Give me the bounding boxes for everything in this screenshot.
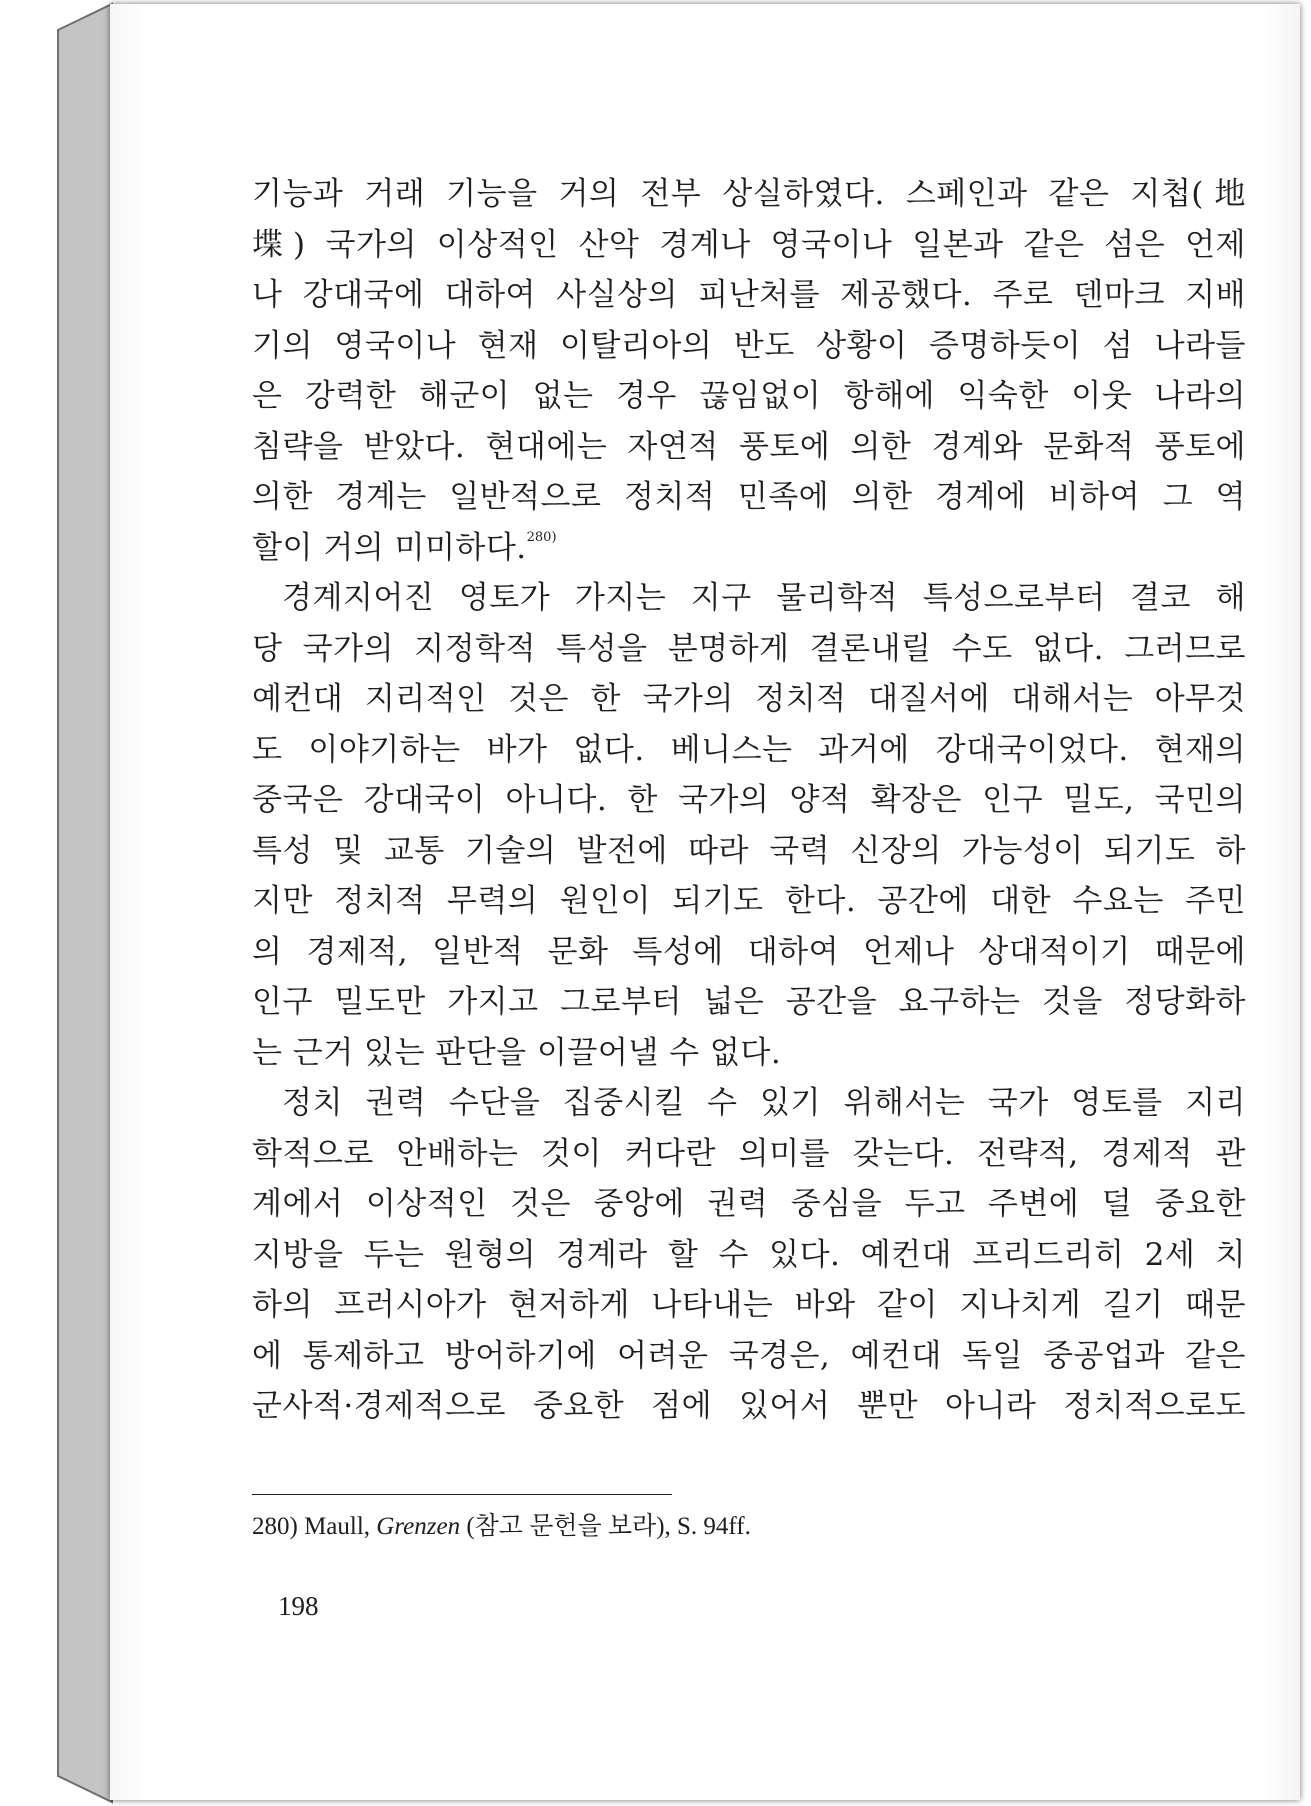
footnote	[252, 1506, 1152, 1542]
text-line: 의 경제적, 일반적 문화 특성에 대하여 언제나 상대적이기 때문에	[252, 933, 1246, 970]
text-line: 의한 경계는 일반적으로 정치적 민족에 의한 경계에 비하여 그 역	[252, 479, 1246, 515]
book-page	[110, 4, 1300, 1800]
text-line: 중국은 강대국이 아니다. 한 국가의 양적 확장은 인구 밀도, 국민의	[252, 782, 1246, 818]
text-line: 기능과 거래 기능을 거의 전부 상실하였다. 스페인과 같은 지첩(地	[252, 176, 1246, 212]
body-text	[252, 169, 1246, 1432]
text-line: 인구 밀도만 가지고 그로부터 넓은 공간을 요구하는 것을 정당화하	[252, 984, 1246, 1020]
text-line: 정치 권력 수단을 집중시킬 수 있기 위해서는 국가 영토를 지리	[282, 1085, 1246, 1121]
text-line: 에 통제하고 방어하기에 어려운 국경은, 예컨대 독일 중공업과 같은	[252, 1337, 1246, 1374]
text-line: 堞) 국가의 이상적인 산악 경계나 영국이나 일본과 같은 섬은 언제	[252, 226, 1246, 263]
text-line: 은 강력한 해군이 없는 경우 끊임없이 항해에 익숙한 이웃 나라의	[252, 378, 1246, 414]
text-line: 당 국가의 지정학적 특성을 분명하게 결론내릴 수도 없다. 그러므로	[252, 630, 1246, 667]
text-line: 침략을 받았다. 현대에는 자연적 풍토에 의한 경계와 문화적 풍토에	[252, 428, 1246, 465]
page-number: 198	[278, 1591, 319, 1621]
text-line-content: 할이 거의 미미하다.	[252, 529, 527, 566]
text-line: 지만 정치적 무력의 원인이 되기도 한다. 공간에 대한 수요는 주민	[252, 883, 1246, 919]
text-line: 지방을 두는 원형의 경계라 할 수 있다. 예컨대 프리드리히 2세 치	[252, 1236, 1246, 1273]
footnote-divider	[252, 1494, 672, 1495]
text-line: 학적으로 안배하는 것이 커다란 의미를 갖는다. 전략적, 경제적 관	[252, 1135, 1246, 1172]
footnote-number: 280)	[252, 1513, 298, 1540]
text-line: 경계지어진 영토가 가지는 지구 물리학적 특성으로부터 결코 해	[282, 580, 1246, 616]
text-line: 나 강대국에 대하여 사실상의 피난처를 제공했다. 주로 덴마크 지배	[252, 277, 1246, 313]
footnote-title: Grenzen	[376, 1513, 461, 1540]
text-line: 기의 영국이나 현재 이탈리아의 반도 상황이 증명하듯이 섬 나라들	[252, 327, 1246, 364]
text-line: 는 근거 있는 판단을 이끌어낼 수 없다.	[252, 1034, 782, 1071]
text-line: 하의 프러시아가 현저하게 나타내는 바와 같이 지나치게 길기 때문	[252, 1287, 1246, 1323]
page-surface	[110, 4, 1300, 1800]
text-line: 계에서 이상적인 것은 중앙에 권력 중심을 두고 주변에 덜 중요한	[252, 1186, 1246, 1222]
text-line: 특성 및 교통 기술의 발전에 따라 국력 신장의 가능성이 되기도 하	[252, 832, 1246, 869]
footnote-rest: (참고 문헌을 보라), S. 94ff.	[466, 1513, 751, 1540]
text-line: 도 이야기하는 바가 없다. 베니스는 과거에 강대국이었다. 현재의	[252, 731, 1246, 768]
text-line-with-footnote-ref	[252, 523, 1246, 574]
footnote-author: Maull,	[304, 1513, 371, 1540]
text-line: 예컨대 지리적인 것은 한 국가의 정치적 대질서에 대해서는 아무것	[252, 681, 1246, 717]
text-line: 군사적·경제적으로 중요한 점에 있어서 뿐만 아니라 정치적으로도	[252, 1388, 1246, 1424]
footnote-reference: 280)	[526, 529, 557, 545]
